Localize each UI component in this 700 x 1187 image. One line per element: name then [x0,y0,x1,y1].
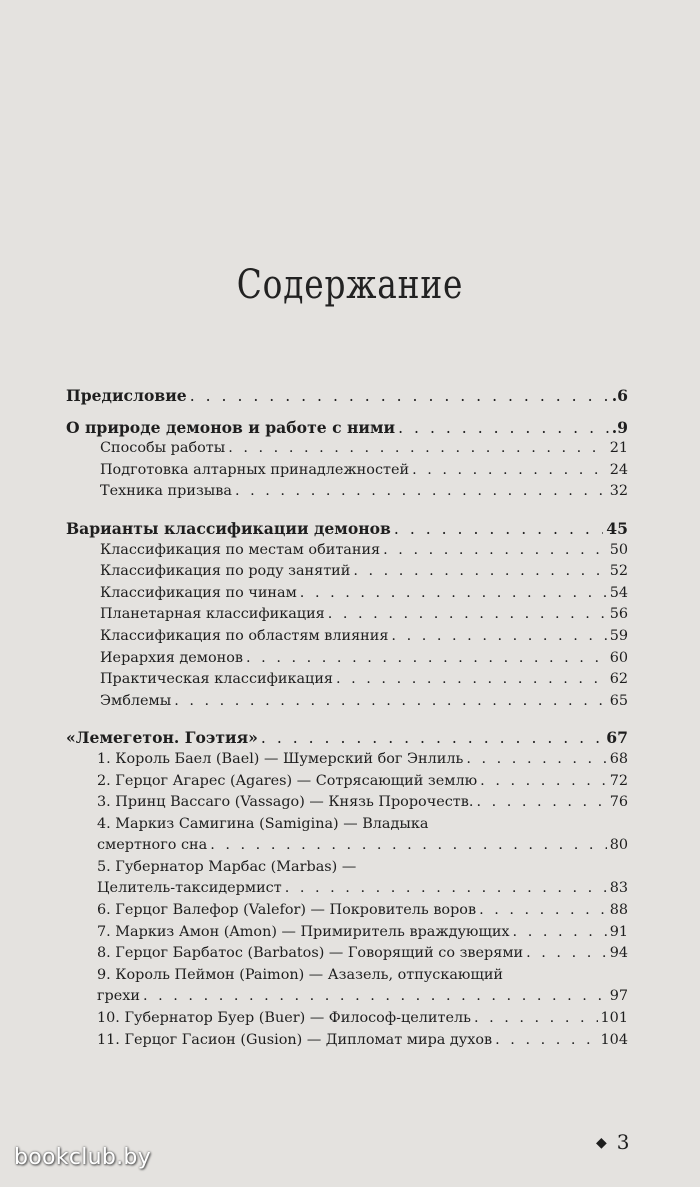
toc-entry [66,814,628,836]
toc-entry [66,481,628,503]
toc-label: Предисловие [66,386,187,405]
toc-label: Классификация по областям влияния [100,627,389,644]
dot-leader [412,460,607,482]
toc-entry [66,965,628,987]
toc-entry [66,986,628,1008]
dot-leader [143,986,607,1008]
dot-leader [480,771,607,793]
dot-leader [391,626,606,648]
toc-label: Классификация по роду занятий [100,563,351,580]
toc-page-number: 97 [609,988,628,1005]
toc-label: смертного сна [97,837,208,854]
dot-leader [474,1008,598,1030]
dot-leader [466,749,606,771]
toc-section [66,727,628,749]
toc-label: Подготовка алтарных принадлежностей [100,461,410,478]
toc-label: Способы работы [100,440,226,457]
dot-leader [383,540,607,562]
toc-page-number: 60 [609,649,628,666]
toc-page-number: 91 [609,923,628,940]
toc-label: 11. Герцог Гасион (Gusion) — Дипломат мира духов [97,1031,493,1048]
toc-label: 9. Король Пеймон (Paimon) — Азазель, отпускающий [97,966,504,983]
toc-page-number: 101 [600,1010,628,1027]
toc-entry [66,1008,628,1030]
toc-page-number: 68 [609,750,628,767]
toc-entry [66,792,628,814]
toc-entry [66,691,628,713]
page-footer [596,1130,630,1154]
toc-page-number: .9 [611,417,628,437]
toc-page-number: 59 [609,627,628,644]
toc-entry [66,604,628,626]
toc-label: 4. Маркиз Самигина (Samigina) — Владыка [97,815,429,832]
dot-leader [174,691,607,713]
page-title: Содержание [236,262,464,308]
toc-page-number: 21 [609,440,628,457]
toc-page-number: 32 [609,483,628,500]
toc-page-number: .6 [611,386,628,405]
dot-leader [300,583,607,605]
toc-page-number: 104 [600,1031,628,1048]
toc-page-number: 67 [606,728,628,748]
toc-label: 8. Герцог Барбатос (Barbatos) — Говорящий со зверями [97,945,524,962]
dot-leader [190,386,609,408]
toc-label: 2. Герцог Агарес (Agares) — Сотрясающий землю [97,772,478,789]
dot-leader [513,922,607,944]
toc-section [66,417,628,439]
toc-page-number: 76 [609,794,628,811]
toc-label: «Лемегетон. Гоэтия» [66,728,258,748]
toc-page-number: 62 [609,671,628,688]
toc-entry [66,943,628,965]
toc-label: грехи [97,988,140,1005]
toc-page-number: 65 [609,692,628,709]
toc-entry [66,878,628,900]
toc-entry [66,669,628,691]
dot-leader [261,728,603,750]
dot-leader [476,792,606,814]
dot-leader [336,669,607,691]
dot-leader [285,878,607,900]
toc-page-number: 50 [609,541,628,558]
watermark: bookclub.by [14,1145,152,1170]
toc-page-number: 54 [609,584,628,601]
toc-label: Варианты классификации демонов [66,518,391,538]
toc-entry [66,583,628,605]
dot-leader [495,1030,597,1052]
toc-label: Практическая классификация [100,671,333,688]
dot-leader [246,648,607,670]
toc-label: Классификация по местам обитания [100,541,381,558]
toc-entry [66,835,628,857]
toc-entry [66,460,628,482]
toc-entry [66,626,628,648]
toc-label: О природе демонов и работе с ними [66,417,396,437]
diamond-icon: ◆ [596,1135,607,1151]
toc-label: 7. Маркиз Амон (Amon) — Примиритель враждующих [97,923,510,940]
dot-leader [479,900,607,922]
dot-leader [228,438,606,460]
toc-entry [66,922,628,944]
dot-leader [235,481,607,503]
toc-label: 3. Принц Вассаго (Vassago) — Князь Пророчеств. [97,794,474,811]
toc-entry [66,648,628,670]
toc-label: 5. Губернатор Марбас (Marbas) — [97,858,357,875]
dot-leader [353,561,606,583]
page-number: 3 [616,1130,630,1154]
dot-leader [394,519,603,541]
dot-leader [398,418,609,440]
dot-leader [526,943,607,965]
toc-page-number: 80 [609,837,628,854]
dot-leader [210,835,606,857]
toc-page-number: 83 [609,880,628,897]
toc-label: Эмблемы [100,692,172,709]
toc-page-number: 24 [609,461,628,478]
toc-label: 1. Король Баел (Bael) — Шумерский бог Энлиль [97,750,464,767]
toc-label: 6. Герцог Валефор (Valefor) — Покровитель воров [97,902,477,919]
toc-page-number: 56 [609,606,628,623]
toc-label: Целитель-таксидермист [97,880,282,897]
toc-entry [66,771,628,793]
toc-page-number: 52 [609,563,628,580]
table-of-contents [66,385,628,1051]
toc-entry [66,1030,628,1052]
toc-label: Иерархия демонов [100,649,244,666]
toc-page-number: 94 [609,945,628,962]
toc-section [66,385,628,407]
toc-page-number: 45 [606,518,628,538]
toc-entry [66,438,628,460]
toc-entry [66,540,628,562]
toc-label: Техника призыва [100,483,232,500]
toc-entry [66,857,628,879]
toc-label: 10. Губернатор Буер (Buer) — Философ-целитель [97,1010,471,1027]
toc-label: Классификация по чинам [100,584,297,601]
toc-label: Планетарная классификация [100,606,325,623]
dot-leader [328,604,607,626]
toc-page-number: 72 [609,772,628,789]
toc-section [66,518,628,540]
toc-page-number: 88 [609,902,628,919]
toc-entry [66,900,628,922]
toc-entry [66,749,628,771]
toc-entry [66,561,628,583]
